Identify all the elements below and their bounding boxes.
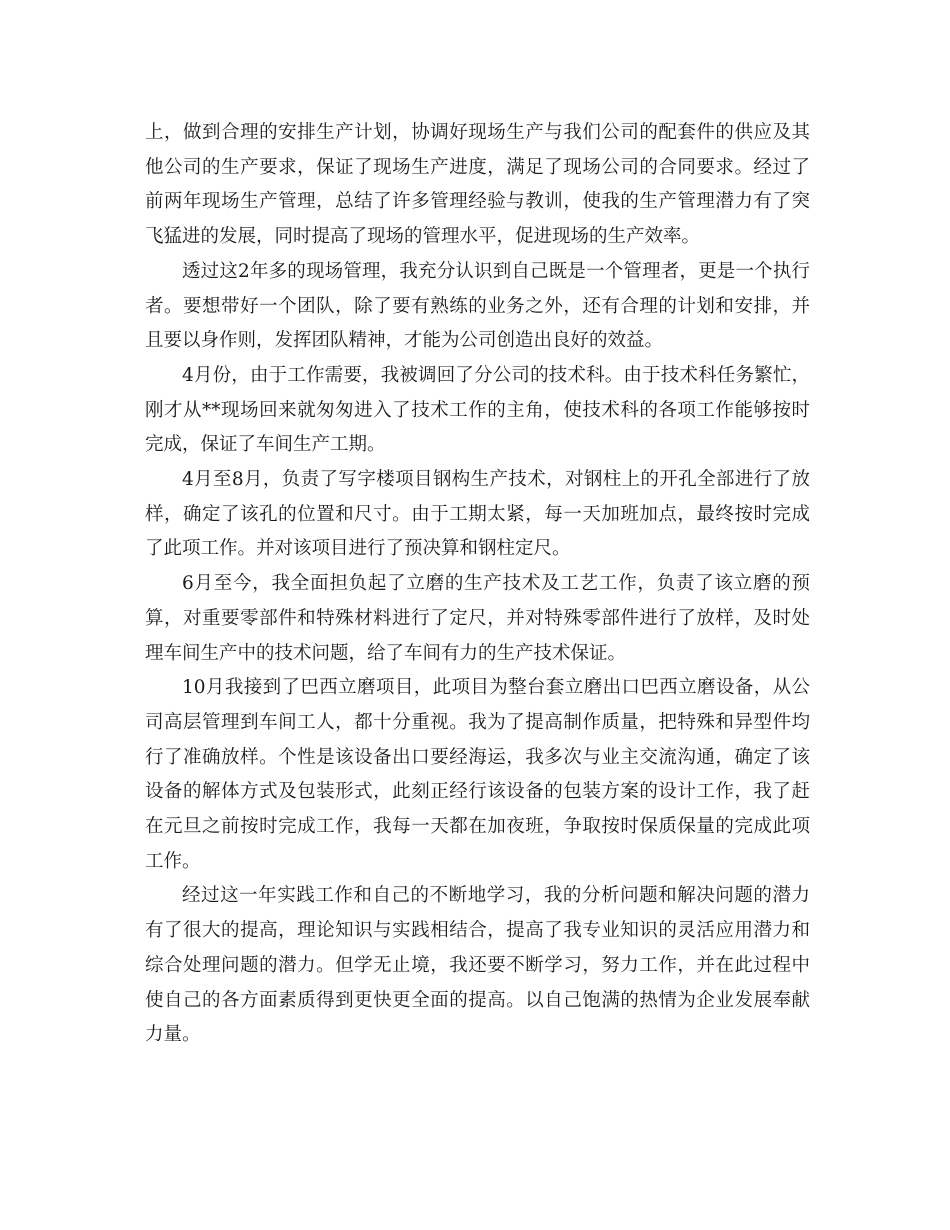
document-body: [145, 116, 810, 1053]
paragraph-continuation: 上，做到合理的安排生产计划，协调好现场生产与我们公司的配套件的供应及其他公司的生产要求，保证了现场生产进度，满足了现场公司的合同要求。经过了前两年现场生产管理，总结了许多管理经验与教训，使我的生产管理潜力有了突飞猛进的发展，同时提高了现场的管理水平，促进现场的生产效率。: [145, 122, 810, 248]
paragraph-april-transfer: 4月份，由于工作需要，我被调回了分公司的技术科。由于技术科任务繁忙，刚才从**现场回来就匆匆进入了技术工作的主角，使技术科的各项工作能够按时完成，保证了车间生产工期。: [145, 364, 810, 456]
paragraph-june-vertical-mill: 6月至今，我全面担负起了立磨的生产技术及工艺工作，负责了该立磨的预算，对重要零部件和特殊材料进行了定尺，并对特殊零部件进行了放样，及时处理车间生产中的技术问题，给了车间有力的生产技术保证。: [145, 573, 810, 664]
paragraph-team-management: 透过这2年多的现场管理，我充分认识到自己既是一个管理者，更是一个执行者。要想带好一个团队，除了要有熟练的业务之外，还有合理的计划和安排，并且要以身作则，发挥团队精神，才能为公司创造出良好的效益。: [145, 260, 810, 352]
paragraph-april-august-office-project: 4月至8月，负责了写字楼项目钢构生产技术，对钢柱上的开孔全部进行了放样，确定了该孔的位置和尺寸。由于工期太紧，每一天加班加点，最终按时完成了此项工作。并对该项目进行了预决算和钢柱定尺。: [145, 469, 810, 560]
paragraph-year-summary: 经过这一年实践工作和自己的不断地学习，我的分析问题和解决问题的潜力有了很大的提高，理论知识与实践相结合，提高了我专业知识的灵活应用潜力和综合处理问题的潜力。但学无止境，我还要不断学习，努力工作，并在此过程中使自己的各方面素质得到更快更全面的提高。以自己饱满的热情为企业发展奉献力量。: [145, 885, 810, 1046]
paragraph-october-brazil-project: 10月我接到了巴西立磨项目，此项目为整台套立磨出口巴西立磨设备，从公司高层管理到车间工人，都十分重视。我为了提高制作质量，把特殊和异型件均行了准确放样。个性是该设备出口要经海运，我多次与业主交流沟通，确定了该设备的解体方式及包装形式，此刻正经行该设备的包装方案的设计工作，我了赶在元旦之前按时完成工作，我每一天都在加夜班，争取按时保质保量的完成此项工作。: [145, 677, 810, 872]
